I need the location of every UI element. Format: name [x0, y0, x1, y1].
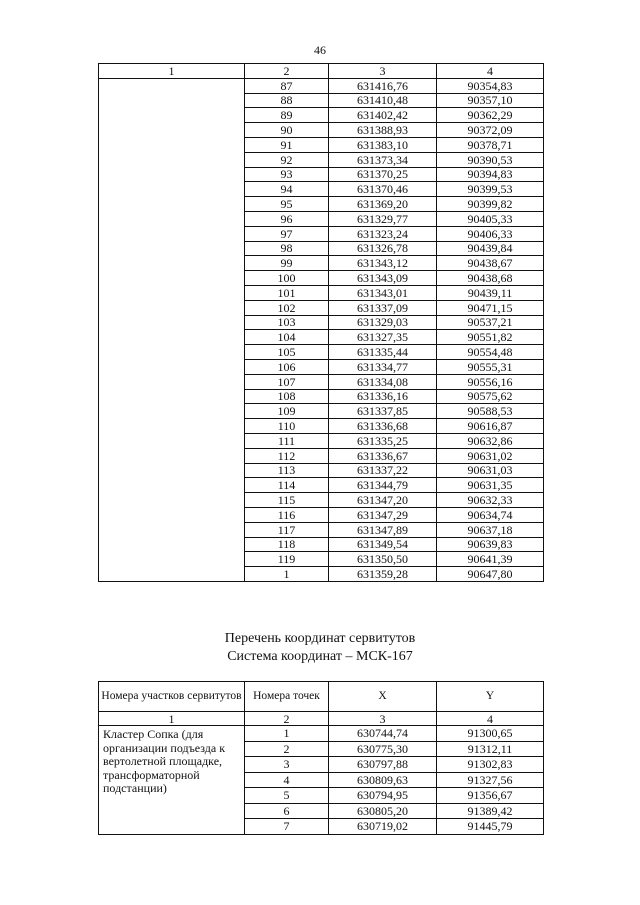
x-coordinate-cell: 630775,30 — [329, 741, 437, 757]
section-subtitle: Система координат – МСК-167 — [227, 649, 413, 664]
y-coordinate-cell: 91327,56 — [437, 772, 544, 788]
x-coordinate-cell: 631337,09 — [329, 300, 437, 315]
column-header-y: Y — [437, 682, 544, 712]
point-number-cell: 92 — [245, 152, 329, 167]
point-number-cell: 110 — [245, 419, 329, 434]
point-number-cell: 105 — [245, 345, 329, 360]
y-coordinate-cell: 91300,65 — [437, 726, 544, 742]
y-coordinate-cell: 90439,11 — [437, 285, 544, 300]
y-coordinate-cell: 90399,53 — [437, 182, 544, 197]
coordinates-table-continued — [98, 63, 544, 582]
point-number-cell: 117 — [245, 522, 329, 537]
column-header-x: X — [329, 682, 437, 712]
x-coordinate-cell: 631383,10 — [329, 137, 437, 152]
x-coordinate-cell: 631347,89 — [329, 522, 437, 537]
y-coordinate-cell: 90394,83 — [437, 167, 544, 182]
point-number-cell: 114 — [245, 478, 329, 493]
x-coordinate-cell: 631370,46 — [329, 182, 437, 197]
easement-coordinates-table — [98, 681, 544, 835]
x-coordinate-cell: 630809,63 — [329, 772, 437, 788]
y-coordinate-cell: 91302,83 — [437, 757, 544, 773]
x-coordinate-cell: 631337,85 — [329, 404, 437, 419]
y-coordinate-cell: 91356,67 — [437, 788, 544, 804]
point-number-cell: 108 — [245, 389, 329, 404]
point-number-cell: 91 — [245, 137, 329, 152]
y-coordinate-cell: 90639,83 — [437, 537, 544, 552]
x-coordinate-cell: 630719,02 — [329, 819, 437, 835]
y-coordinate-cell: 90575,62 — [437, 389, 544, 404]
y-coordinate-cell: 90632,33 — [437, 493, 544, 508]
point-number-cell: 89 — [245, 108, 329, 123]
y-coordinate-cell: 90631,35 — [437, 478, 544, 493]
y-coordinate-cell: 90588,53 — [437, 404, 544, 419]
point-number-cell: 111 — [245, 433, 329, 448]
point-number-cell: 115 — [245, 493, 329, 508]
x-coordinate-cell: 631416,76 — [329, 78, 437, 93]
y-coordinate-cell: 90616,87 — [437, 419, 544, 434]
point-number-cell: 5 — [245, 788, 329, 804]
x-coordinate-cell: 631349,54 — [329, 537, 437, 552]
point-number-cell: 1 — [245, 567, 329, 582]
y-coordinate-cell: 90405,33 — [437, 211, 544, 226]
x-coordinate-cell: 631329,03 — [329, 315, 437, 330]
point-number-cell: 2 — [245, 741, 329, 757]
x-coordinate-cell: 631373,34 — [329, 152, 437, 167]
x-coordinate-cell: 631336,68 — [329, 419, 437, 434]
x-coordinate-cell: 631334,08 — [329, 374, 437, 389]
table-header-row — [99, 682, 544, 712]
y-coordinate-cell: 90556,16 — [437, 374, 544, 389]
table-row — [99, 726, 544, 742]
y-coordinate-cell: 90438,67 — [437, 256, 544, 271]
point-number-cell: 103 — [245, 315, 329, 330]
page-number: 46 — [314, 43, 326, 57]
x-coordinate-cell: 631337,22 — [329, 463, 437, 478]
x-coordinate-cell: 631359,28 — [329, 567, 437, 582]
point-number-cell: 99 — [245, 256, 329, 271]
point-number-cell: 102 — [245, 300, 329, 315]
x-coordinate-cell: 631336,16 — [329, 389, 437, 404]
x-coordinate-cell: 631343,12 — [329, 256, 437, 271]
point-number-cell: 6 — [245, 803, 329, 819]
x-coordinate-cell: 631334,77 — [329, 359, 437, 374]
point-number-cell: 98 — [245, 241, 329, 256]
point-number-cell: 101 — [245, 285, 329, 300]
y-coordinate-cell: 90641,39 — [437, 552, 544, 567]
point-number-cell: 88 — [245, 93, 329, 108]
x-coordinate-cell: 631402,42 — [329, 108, 437, 123]
y-coordinate-cell: 90439,84 — [437, 241, 544, 256]
x-coordinate-cell: 631347,20 — [329, 493, 437, 508]
column-number: 2 — [245, 712, 329, 726]
point-number-cell: 106 — [245, 359, 329, 374]
point-number-cell: 96 — [245, 211, 329, 226]
y-coordinate-cell: 90632,86 — [437, 433, 544, 448]
y-coordinate-cell: 91389,42 — [437, 803, 544, 819]
y-coordinate-cell: 91312,11 — [437, 741, 544, 757]
y-coordinate-cell: 90537,21 — [437, 315, 544, 330]
point-number-cell: 107 — [245, 374, 329, 389]
section-title: Перечень координат сервитутов — [224, 631, 416, 646]
y-coordinate-cell: 90362,29 — [437, 108, 544, 123]
y-coordinate-cell: 90554,48 — [437, 345, 544, 360]
site-name-cell: Кластер Сопка (для организации подъезда к вертолетной площадке, трансформаторной подстанции) — [99, 726, 245, 835]
x-coordinate-cell: 631388,93 — [329, 123, 437, 138]
point-number-cell: 1 — [245, 726, 329, 742]
point-number-cell: 7 — [245, 819, 329, 835]
point-number-cell: 90 — [245, 123, 329, 138]
y-coordinate-cell: 90357,10 — [437, 93, 544, 108]
point-number-cell: 100 — [245, 271, 329, 286]
y-coordinate-cell: 90406,33 — [437, 226, 544, 241]
column-header-points: Номера точек — [245, 682, 329, 712]
point-number-cell: 112 — [245, 448, 329, 463]
y-coordinate-cell: 91445,79 — [437, 819, 544, 835]
point-number-cell: 116 — [245, 507, 329, 522]
point-number-cell: 87 — [245, 78, 329, 93]
column-number: 4 — [437, 712, 544, 726]
x-coordinate-cell: 630805,20 — [329, 803, 437, 819]
y-coordinate-cell: 90631,03 — [437, 463, 544, 478]
y-coordinate-cell: 90372,09 — [437, 123, 544, 138]
column-header: 2 — [245, 64, 329, 79]
y-coordinate-cell: 90378,71 — [437, 137, 544, 152]
x-coordinate-cell: 630797,88 — [329, 757, 437, 773]
column-header: 4 — [437, 64, 544, 79]
y-coordinate-cell: 90555,31 — [437, 359, 544, 374]
y-coordinate-cell: 90471,15 — [437, 300, 544, 315]
table-header-row — [99, 64, 544, 79]
column-header-sites: Номера участков сервитутов — [99, 682, 245, 712]
x-coordinate-cell: 630744,74 — [329, 726, 437, 742]
point-number-cell: 119 — [245, 552, 329, 567]
x-coordinate-cell: 631410,48 — [329, 93, 437, 108]
x-coordinate-cell: 631335,25 — [329, 433, 437, 448]
point-number-cell: 94 — [245, 182, 329, 197]
x-coordinate-cell: 631350,50 — [329, 552, 437, 567]
x-coordinate-cell: 631326,78 — [329, 241, 437, 256]
x-coordinate-cell: 630794,95 — [329, 788, 437, 804]
y-coordinate-cell: 90647,80 — [437, 567, 544, 582]
point-number-cell: 95 — [245, 197, 329, 212]
column-header: 3 — [329, 64, 437, 79]
empty-merged-cell — [99, 78, 245, 581]
point-number-cell: 113 — [245, 463, 329, 478]
x-coordinate-cell: 631336,67 — [329, 448, 437, 463]
column-header: 1 — [99, 64, 245, 79]
y-coordinate-cell: 90631,02 — [437, 448, 544, 463]
x-coordinate-cell: 631335,44 — [329, 345, 437, 360]
column-number: 1 — [99, 712, 245, 726]
x-coordinate-cell: 631323,24 — [329, 226, 437, 241]
x-coordinate-cell: 631327,35 — [329, 330, 437, 345]
y-coordinate-cell: 90438,68 — [437, 271, 544, 286]
column-number: 3 — [329, 712, 437, 726]
point-number-cell: 97 — [245, 226, 329, 241]
x-coordinate-cell: 631329,77 — [329, 211, 437, 226]
point-number-cell: 3 — [245, 757, 329, 773]
x-coordinate-cell: 631370,25 — [329, 167, 437, 182]
y-coordinate-cell: 90637,18 — [437, 522, 544, 537]
point-number-cell: 118 — [245, 537, 329, 552]
x-coordinate-cell: 631343,09 — [329, 271, 437, 286]
table-row — [99, 78, 544, 93]
point-number-cell: 104 — [245, 330, 329, 345]
y-coordinate-cell: 90551,82 — [437, 330, 544, 345]
y-coordinate-cell: 90390,53 — [437, 152, 544, 167]
point-number-cell: 93 — [245, 167, 329, 182]
point-number-cell: 109 — [245, 404, 329, 419]
y-coordinate-cell: 90354,83 — [437, 78, 544, 93]
x-coordinate-cell: 631347,29 — [329, 507, 437, 522]
column-number-row — [99, 712, 544, 726]
x-coordinate-cell: 631369,20 — [329, 197, 437, 212]
point-number-cell: 4 — [245, 772, 329, 788]
x-coordinate-cell: 631344,79 — [329, 478, 437, 493]
y-coordinate-cell: 90399,82 — [437, 197, 544, 212]
x-coordinate-cell: 631343,01 — [329, 285, 437, 300]
y-coordinate-cell: 90634,74 — [437, 507, 544, 522]
